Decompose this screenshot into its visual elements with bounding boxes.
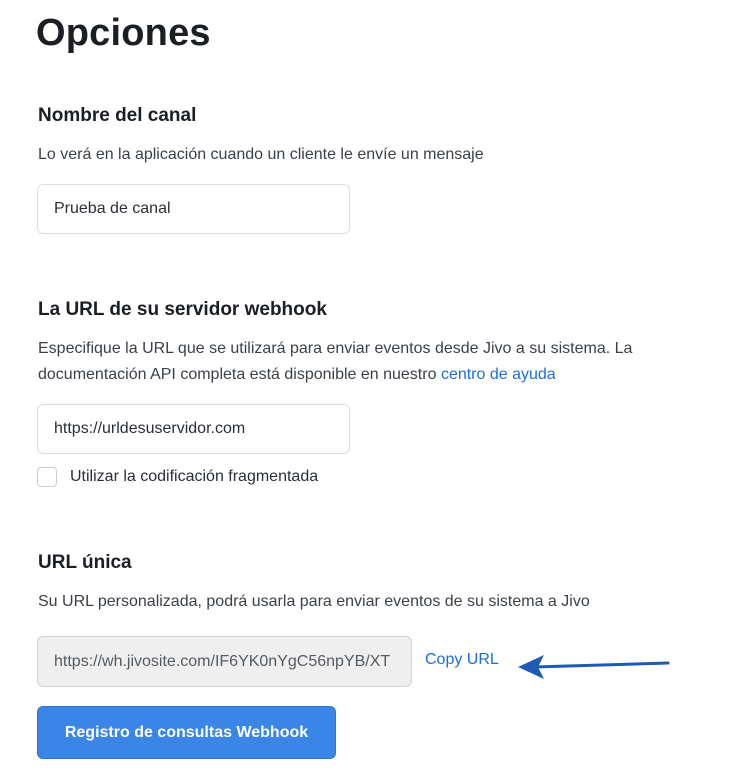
unique-url-heading: URL única xyxy=(38,552,132,573)
arrow-left-icon xyxy=(514,650,674,684)
chunked-encoding-option[interactable] xyxy=(37,466,318,488)
chunked-encoding-checkbox[interactable] xyxy=(37,467,57,487)
channel-name-heading: Nombre del canal xyxy=(38,105,197,126)
webhook-url-description xyxy=(38,336,688,388)
webhook-description-text: Especifique la URL que se utilizará para enviar eventos desde Jivo a su sistema. La documentación API completa está disponible en nuestro xyxy=(38,340,633,383)
webhook-url-heading: La URL de su servidor webhook xyxy=(38,299,327,320)
channel-name-input[interactable] xyxy=(37,184,350,234)
channel-name-description: Lo verá en la aplicación cuando un cliente le envíe un mensaje xyxy=(38,146,484,163)
chunked-encoding-label: Utilizar la codificación fragmentada xyxy=(70,468,319,485)
webhook-log-button[interactable]: Registro de consultas Webhook xyxy=(37,706,336,759)
webhook-url-input[interactable] xyxy=(37,404,350,454)
unique-url-description: Su URL personalizada, podrá usarla para enviar eventos de su sistema a Jivo xyxy=(38,593,590,610)
unique-url-field[interactable] xyxy=(37,636,412,687)
page-title: Opciones xyxy=(36,12,211,54)
help-center-link[interactable]: centro de ayuda xyxy=(440,366,556,383)
copy-url-link[interactable]: Copy URL xyxy=(425,651,499,668)
